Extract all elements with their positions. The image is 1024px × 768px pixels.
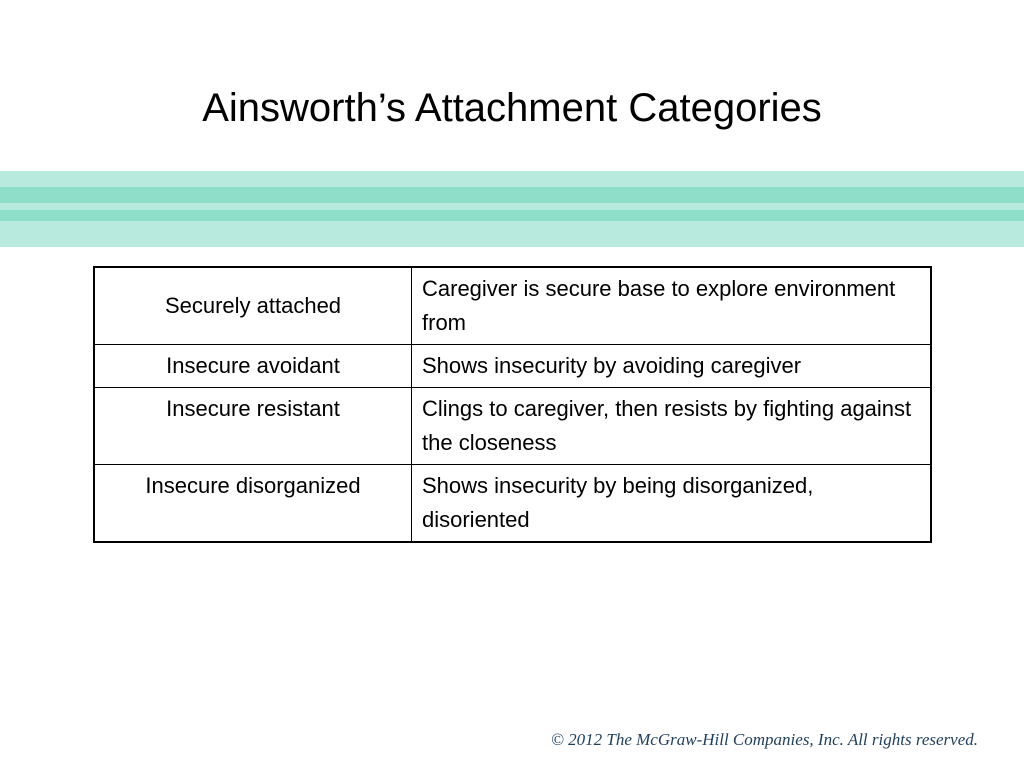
table-row xyxy=(94,465,931,543)
table-row xyxy=(94,345,931,388)
slide-title: Ainsworth’s Attachment Categories xyxy=(202,86,822,130)
category-cell: Securely attached xyxy=(94,267,412,345)
category-cell: Insecure avoidant xyxy=(94,345,412,388)
description-cell: Shows insecurity by being disorganized, disoriented xyxy=(412,465,932,543)
table-row xyxy=(94,388,931,465)
decorative-band xyxy=(0,171,1024,187)
description-cell: Clings to caregiver, then resists by fighting against the closeness xyxy=(412,388,932,465)
copyright-notice: © 2012 The McGraw-Hill Companies, Inc. All rights reserved. xyxy=(550,730,978,749)
attachment-categories-table xyxy=(93,266,932,543)
description-cell: Caregiver is secure base to explore environment from xyxy=(412,267,932,345)
decorative-band xyxy=(0,210,1024,221)
table-row xyxy=(94,267,931,345)
decorative-band xyxy=(0,221,1024,247)
decorative-band xyxy=(0,187,1024,203)
decorative-band xyxy=(0,203,1024,210)
category-cell: Insecure resistant xyxy=(94,388,412,465)
description-cell: Shows insecurity by avoiding caregiver xyxy=(412,345,932,388)
category-cell: Insecure disorganized xyxy=(94,465,412,543)
